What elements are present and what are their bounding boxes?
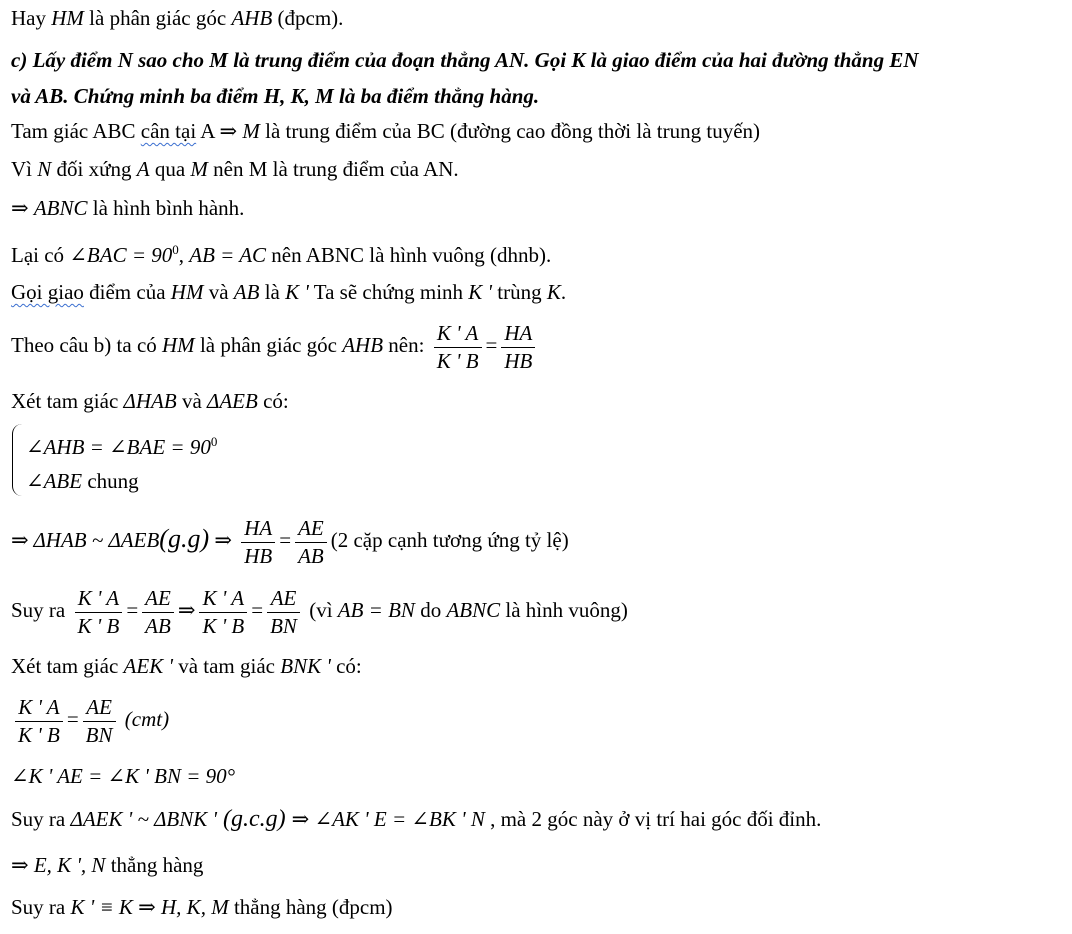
line-consider-aek-bnk: Xét tam giác AEK ' và tam giác BNK ' có:: [11, 654, 362, 678]
system-line1: ∠AHB = ∠BAE = $90^0$: [26, 434, 218, 459]
fraction: $\frac{AE}{BN}$: [83, 697, 116, 746]
fraction: $\frac{AE}{BN}$: [267, 588, 300, 637]
line-isosceles: Tam giác ABC cân tại A ⇒ M là trung điểm của BC (đường cao đồng thời là trung tuyến): [11, 119, 761, 143]
line-bisector-ratio: Theo câu b) ta có HM là phân giác góc AHB nên: $\frac{K ' A}{K ' B}$ = $\frac{HA}{HB}$: [11, 316, 539, 374]
fraction: $\frac{AE}{AB}$: [142, 588, 174, 637]
line-collinear-ekn: ⇒ E, K ', N thẳng hàng: [11, 853, 204, 877]
question-c-line1: c) Lấy điểm N sao cho M là trung điểm của đoạn thẳng AN. Gọi K là giao điểm của hai đường thẳng EN: [11, 48, 919, 72]
fraction: $\frac{HA}{HB}$: [241, 518, 275, 567]
line-parallelogram: ⇒ ABNC là hình bình hành.: [11, 196, 245, 220]
fraction: $\frac{K ' A}{K ' B}$: [75, 588, 123, 637]
fraction: $\frac{AE}{AB}$: [295, 518, 327, 567]
line-similar-hab-aeb: ⇒ ΔHAB ~ ΔAEB(g.g) ⇒ $\frac{HA}{HB}$ = $\frac{AE}{AB}$ (2 cặp cạnh tương ứng tỷ lệ): [11, 515, 569, 568]
line-final-conclusion: Suy ra K ' ≡ K ⇒ H, K, M thẳng hàng (đpcm): [11, 895, 393, 919]
line-ratio-cmt: $\frac{K ' A}{K ' B}$ = $\frac{AE}{BN}$ (cmt): [11, 690, 169, 748]
line-define-k-prime: Gọi giao điểm của HM và AB là K ' Ta sẽ chứng minh K ' trùng K.: [11, 280, 567, 304]
line-consider-triangles: Xét tam giác ΔHAB và ΔAEB có:: [11, 389, 289, 413]
line-square: Lại có ∠BAC = $90^0$, AB = AC nên ABNC là hình vuông (dhnb).: [11, 242, 552, 267]
spellcheck-underline: cân tại: [140, 119, 197, 143]
system-brace: [12, 424, 25, 496]
line-conclusion-b: Hay HM là phân giác góc AHB (đpcm).: [11, 6, 344, 30]
line-right-angles: ∠K ' AE = ∠K ' BN = 90°: [11, 764, 236, 788]
fraction: $\frac{K ' A}{K ' B}$: [434, 323, 482, 372]
line-similar-aek-bnk: Suy ra ΔAEK ' ~ ΔBNK ' (g.c.g) ⇒ ∠AK ' E = ∠BK ' N , mà 2 góc này ở vị trí hai góc đối đỉnh.: [11, 806, 822, 832]
fraction: $\frac{K ' A}{K ' B}$: [199, 588, 247, 637]
spellcheck-underline: Gọi giao: [11, 280, 84, 304]
line-ratio-chain: Suy ra $\frac{K ' A}{K ' B}$ = $\frac{AE}{AB}$ ⇒ $\frac{K ' A}{K ' B}$ = $\frac{AE}{BN}$ (vì AB = BN do ABNC là hình vuông): [11, 585, 628, 638]
line-symmetry: Vì N đối xứng A qua M nên M là trung điểm của AN.: [11, 157, 459, 181]
fraction: $\frac{HA}{HB}$: [501, 323, 535, 372]
fraction: $\frac{K ' A}{K ' B}$: [15, 697, 63, 746]
system-line2: ∠ABE chung: [26, 469, 139, 493]
question-c-line2: và AB. Chứng minh ba điểm H, K, M là ba điểm thẳng hàng.: [11, 84, 540, 108]
